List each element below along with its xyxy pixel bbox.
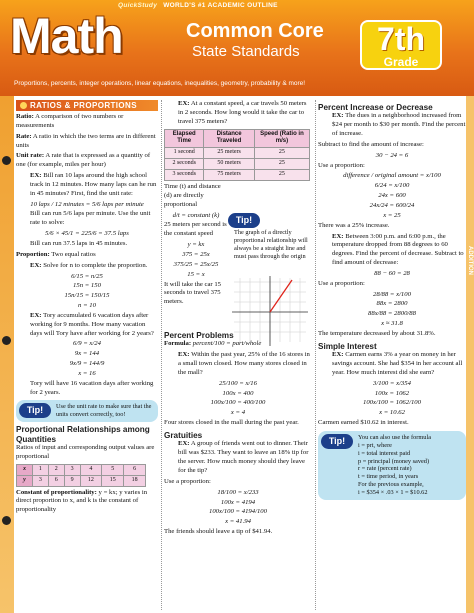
column-middle (164, 100, 312, 610)
table-cell: 75 meters (204, 170, 254, 181)
tip-line: r = rate (percent rate) (358, 465, 412, 473)
equation: 15n/15 = 150/15 (64, 292, 110, 300)
tip-interest-formula (318, 431, 466, 500)
example-laps (16, 172, 158, 199)
proportion-definition (16, 251, 158, 260)
example-text: Tory accumulated 6 vacation days after working for 9 months. How many vacation days will Tory have after working for 2 years? (30, 311, 154, 337)
equation: 6/24 = x/100 (374, 182, 410, 190)
grade-badge (360, 20, 442, 70)
ex-label: EX: (178, 100, 190, 107)
table-row-y (17, 475, 146, 486)
example-stores (164, 351, 312, 378)
equation: 88 − 60 = 28 (374, 269, 410, 277)
speed-table (164, 129, 310, 182)
table-header-row (165, 129, 310, 148)
punch-hole (2, 156, 11, 165)
equation: 100x/100 = 1062/100 (362, 399, 421, 407)
use-proportion: Use a proportion: (164, 477, 211, 485)
table-cell: 1 second (165, 148, 204, 159)
tip-graph (230, 211, 312, 263)
table-row (165, 159, 310, 170)
example-answer: Four stores closed in the mall during the past year. (164, 419, 299, 427)
equation: n = 10 (78, 302, 96, 310)
example-vacation (16, 312, 158, 339)
table-cell: 3 (64, 464, 80, 475)
example-answer: The temperature decreased by about 31.8%. (318, 329, 436, 337)
example-text: At a constant speed, a car travels 50 meters in 2 seconds. How long would it take the car to travel 375 meters? (178, 100, 307, 125)
table-header-cell: Elapsed Time (165, 129, 204, 148)
table-row (165, 170, 310, 181)
left-binding-strip (0, 96, 14, 613)
punch-hole (2, 336, 11, 345)
table-cell: 1 (32, 464, 48, 475)
table-cell: 12 (80, 475, 102, 486)
percent-section (164, 328, 312, 539)
tip-text: The graph of a directly proportional relationship will always be a straight line and must pass through the origin (234, 229, 308, 260)
column-left (16, 100, 158, 610)
heading-percent-change: Percent Increase or Decrease (318, 103, 433, 112)
equation: x = 4 (230, 409, 246, 417)
tip-line: i = total interest paid (358, 449, 411, 457)
table-cell: 5 (102, 464, 124, 475)
punch-hole (2, 516, 11, 525)
ex-label: EX: (30, 311, 42, 319)
side-tab-text: ADDITION (467, 246, 473, 275)
equation: 88x/88 = 2800/88 (368, 310, 416, 318)
table-header-cell: Distance Traveled (204, 129, 254, 148)
equation: 24x = 600 (378, 192, 406, 200)
example-savings (318, 351, 466, 378)
definition: y = kx; y varies in direct proportion to x, and k is the constant of proportionality (16, 488, 148, 514)
table-cell: 25 (254, 159, 309, 170)
example-temperature (318, 233, 466, 268)
equation: 100x = 4194 (220, 498, 256, 506)
example-text: Bill can run 5/6 laps per minute. Use the unit rate to solve: (30, 210, 151, 227)
equation: 25/100 = x/16 (219, 379, 257, 387)
equation: 28/88 = x/100 (373, 290, 411, 298)
term: Rate: (16, 132, 32, 140)
tip-line: i = $354 × .03 × 1 = $10.62 (358, 489, 428, 497)
tip-badge: Tip! (228, 213, 260, 228)
table-cell: 3 (32, 475, 48, 486)
equation: x = 16 (78, 369, 96, 377)
tip-line: For the previous example, (358, 481, 424, 489)
subtract-note: Subtract to find the amount of increase: (318, 140, 424, 148)
tip-line: You can also use the formula (358, 434, 431, 441)
tip-line: p = principal (money saved) (358, 457, 430, 465)
tip-line: t = time period, in years (358, 473, 419, 481)
table-cell: 18 (124, 475, 146, 486)
ex-label: EX: (332, 351, 344, 359)
rate-definition (16, 133, 158, 151)
tip-text: Use the unit rate to make sure that the units convert correctly, too! (56, 403, 152, 419)
brand-logo: QuickStudy (118, 2, 158, 9)
column-divider (315, 100, 316, 610)
tip-badge: Tip! (19, 403, 51, 418)
graph-line (270, 280, 292, 312)
example-answer: Tory will have 16 vacation days after working for 2 years. (30, 379, 154, 396)
equation: 100x = 400 (222, 389, 254, 397)
equation: 375/25 = 25x/25 (173, 260, 219, 268)
term: Constant of proportionality: (16, 488, 97, 496)
page-title: Math (10, 8, 123, 64)
example-dinner (164, 440, 312, 475)
example-answer: There was a 25% increase. (318, 221, 390, 229)
table-cell: 3 seconds (165, 170, 204, 181)
equation: 9x = 144 (74, 350, 100, 358)
tip-lines (358, 434, 462, 497)
table-cell: x (17, 464, 33, 475)
equation: 6/9 = x/24 (73, 340, 101, 348)
right-edge-strip (466, 96, 474, 613)
definition: Two equal ratios (51, 250, 96, 258)
equation: x = 10.62 (379, 409, 405, 417)
equation: 15 = x (187, 270, 205, 278)
header-banner (0, 0, 474, 96)
prop-rel-text: Ratios of input and corresponding output values are proportional (16, 444, 155, 460)
xy-table (16, 464, 146, 487)
section-header-ratios: RATIOS & PROPORTIONS (16, 100, 158, 111)
equation: 375 = 25x (182, 250, 210, 258)
grade-word: Grade (383, 55, 419, 69)
use-proportion: Use a proportion: (318, 161, 365, 169)
equation: 24x/24 = 600/24 (369, 202, 415, 210)
percent-formula (164, 340, 312, 349)
example-text: The dues in a neighborhood increased from $24 per month to $30 per month. Find the percent of increase. (332, 112, 466, 138)
example-solve-n (16, 262, 158, 271)
table-cell: y (17, 475, 33, 486)
example-answer: Carmen earned $10.62 in interest. (318, 419, 409, 427)
table-cell: 6 (124, 464, 146, 475)
equation: 3/100 = x/354 (373, 379, 411, 387)
table-cell: 2 (48, 464, 64, 475)
equation: x = 25 (383, 211, 401, 219)
equation: x ≈ 31.8 (381, 320, 403, 328)
table-cell: 25 meters (204, 148, 254, 159)
table-cell: 4 (80, 464, 102, 475)
equation: d/t = constant (k) (172, 211, 220, 219)
example-answer: Bill can run 37.5 laps in 45 minutes. (30, 239, 128, 247)
equation: 5/6 × 45/1 = 225/6 = 37.5 laps (45, 230, 129, 238)
formula: percent/100 = part/whole (192, 340, 262, 348)
equation: y = kx (187, 241, 205, 249)
equation: 6/15 = n/25 (71, 272, 103, 280)
table-cell: 50 meters (204, 159, 254, 170)
term: Formula: (164, 340, 192, 348)
equation: 10 laps / 12 minutes = 5/6 laps per minute (30, 200, 144, 208)
subtitle-state-standards: State Standards (192, 43, 300, 60)
definition: A comparison of two numbers or measurements (16, 113, 124, 129)
term: Proportion: (16, 250, 50, 258)
time-text: Time (t) and distance (d) are directly proportional (164, 183, 221, 208)
subtitle-common-core: Common Core (186, 20, 324, 42)
definition: A rate that is expressed as a quantity of one (for example, miles per hour) (16, 152, 151, 169)
tip-unit-rate (16, 400, 158, 422)
topics-line: Proportions, percents, integer operations, linear equations, inequalities, geometry, probability & more! (14, 80, 306, 87)
grade-number: 7th (377, 21, 425, 57)
constant-definition (16, 489, 158, 516)
equation: 100x/100 = 400/100 (210, 399, 266, 407)
column-right (318, 100, 466, 610)
table-cell: 15 (102, 475, 124, 486)
equation: 30 − 24 = 6 (375, 151, 409, 159)
tip-badge: Tip! (321, 434, 353, 449)
ratio-definition (16, 113, 158, 131)
table-cell: 25 (254, 148, 309, 159)
use-proportion: Use a proportion: (318, 279, 365, 287)
equation: x = 41.94 (225, 518, 251, 526)
table-cell: 9 (64, 475, 80, 486)
table-cell: 2 seconds (165, 159, 204, 170)
table-row-x (17, 464, 146, 475)
example-car (164, 100, 312, 127)
ex-label: EX: (178, 440, 190, 448)
term: Ratio: (16, 113, 34, 120)
heading-percent-problems: Percent Problems (164, 331, 234, 340)
ex-label: EX: (332, 232, 344, 240)
example-dues (318, 112, 466, 139)
equation: 88x = 2800 (376, 300, 408, 308)
ex-label: EX: (332, 112, 344, 120)
example-text: Within the past year, 25% of the 16 stores in a small town closed. How many stores closed in the mall? (178, 351, 310, 376)
ex-label: EX: (30, 172, 42, 180)
example-answer: The friends should leave a tip of $41.94. (164, 528, 273, 536)
heading-simple-interest: Simple Interest (318, 341, 377, 351)
table-row (165, 148, 310, 159)
equation: 9x/9 = 144/9 (69, 360, 105, 368)
equation: 15n = 150 (73, 282, 101, 290)
definition: A ratio in which the two terms are in different units (16, 132, 156, 149)
equation: 100x = 1062 (374, 389, 410, 397)
equation: difference / original amount = x/100 (343, 172, 441, 180)
term: Unit rate: (16, 152, 45, 160)
table-header-cell: Speed (Ratio in m/s) (254, 129, 309, 148)
equation: 100x/100 = 4194/100 (208, 508, 267, 516)
tip-line: i = prt, where (358, 441, 392, 449)
speed-text: 25 meters per second is the constant speed (164, 221, 227, 238)
brand-tagline: WORLD'S #1 ACADEMIC OUTLINE (163, 2, 278, 9)
example-text: Solve for n to complete the proportion. (43, 261, 148, 269)
example-text: Bill ran 10 laps around the high school track in 12 minutes. How many laps can he run in 45 minutes? First, find the unit rate: (30, 172, 157, 197)
graph-side-text (164, 183, 228, 307)
example-text: Carmen earns 3% a year on money in her savings account. She had $354 in her account all year. How much interest did she earn? (332, 351, 463, 376)
unit-rate-definition (16, 152, 158, 170)
ex-label: EX: (30, 261, 42, 269)
ex-label: EX: (178, 351, 190, 359)
example-text: Between 3:00 p.m. and 6:00 p.m., the temperature dropped from 88 degrees to 60 degrees. Find the percent of decrease. Subtract to find amount of decrease: (332, 232, 464, 267)
table-cell: 25 (254, 170, 309, 181)
table-cell: 6 (48, 475, 64, 486)
heading-proportional-relationships: Proportional Relationships among Quantities (16, 425, 150, 444)
heading-gratuities: Gratuities (164, 431, 203, 441)
example-text: A group of friends went out to dinner. Their bill was $233. They want to leave an 18% tip for the server. How much money should they leave for the tip? (178, 440, 309, 474)
column-divider (161, 100, 162, 610)
car-answer: It will take the car 15 seconds to travel 375 meters. (164, 280, 222, 306)
equation: 18/100 = x/233 (217, 488, 259, 496)
brand-line (118, 2, 278, 9)
